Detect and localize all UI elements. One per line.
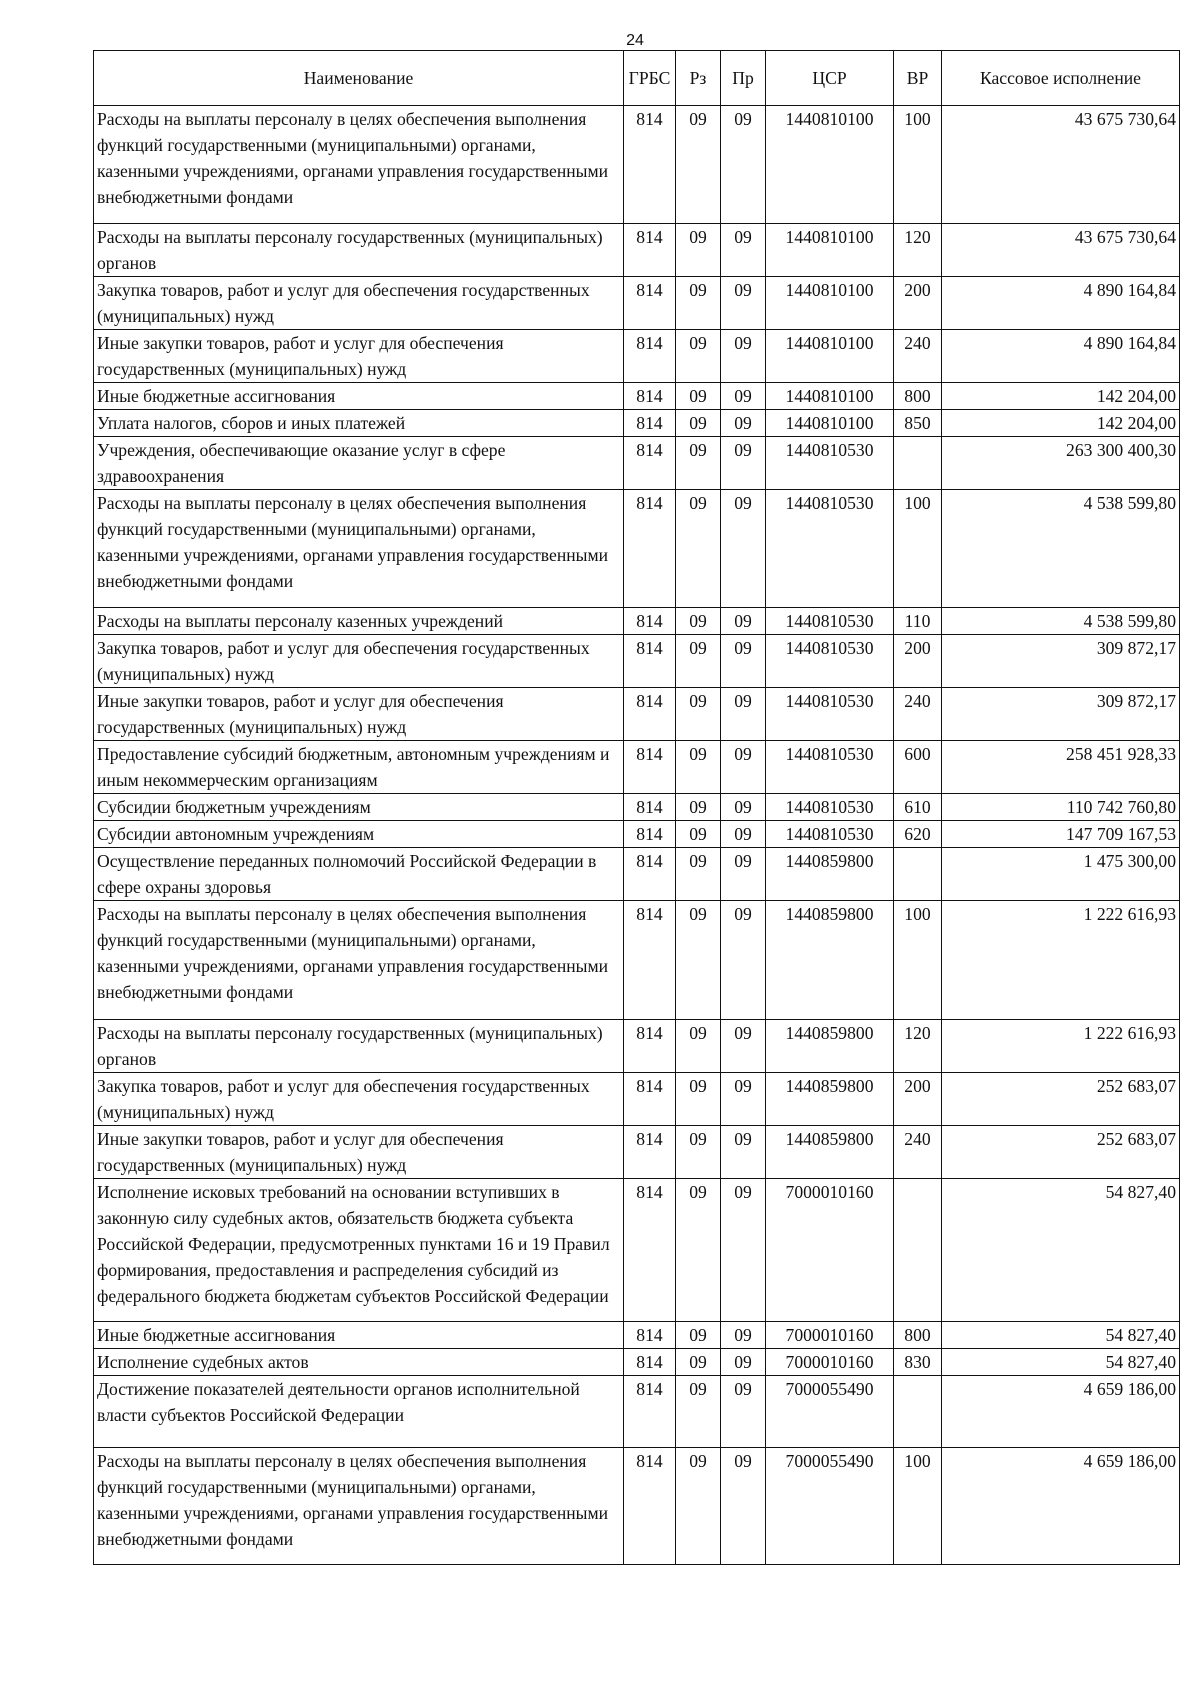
cell-name: Иные закупки товаров, работ и услуг для обеспечения государственных (муниципальных) нужд <box>94 330 624 383</box>
table-row <box>94 1126 1180 1179</box>
page-number: 24 <box>626 32 644 49</box>
cell-rz: 09 <box>676 437 721 490</box>
cell-pr: 09 <box>721 1073 766 1126</box>
cell-grbs: 814 <box>624 490 676 608</box>
cell-amount: 309 872,17 <box>942 688 1180 741</box>
cell-amount: 4 659 186,00 <box>942 1376 1180 1448</box>
cell-pr: 09 <box>721 1376 766 1448</box>
cell-amount: 142 204,00 <box>942 383 1180 410</box>
table-row <box>94 1073 1180 1126</box>
cell-amount: 4 538 599,80 <box>942 490 1180 608</box>
cell-vr <box>894 848 942 901</box>
cell-pr: 09 <box>721 848 766 901</box>
cell-pr: 09 <box>721 635 766 688</box>
cell-rz: 09 <box>676 608 721 635</box>
cell-vr: 100 <box>894 901 942 1020</box>
cell-rz: 09 <box>676 1073 721 1126</box>
cell-grbs: 814 <box>624 1349 676 1376</box>
cell-rz: 09 <box>676 794 721 821</box>
cell-name: Субсидии автономным учреждениям <box>94 821 624 848</box>
cell-amount: 54 827,40 <box>942 1179 1180 1322</box>
table-row <box>94 741 1180 794</box>
cell-csr: 7000010160 <box>766 1179 894 1322</box>
cell-grbs: 814 <box>624 224 676 277</box>
header-pr: Пр <box>721 51 766 106</box>
cell-name: Расходы на выплаты персоналу казенных учреждений <box>94 608 624 635</box>
cell-name: Иные бюджетные ассигнования <box>94 1322 624 1349</box>
cell-grbs: 814 <box>624 794 676 821</box>
table-row <box>94 383 1180 410</box>
cell-name: Субсидии бюджетным учреждениям <box>94 794 624 821</box>
cell-amount: 142 204,00 <box>942 410 1180 437</box>
cell-pr: 09 <box>721 1349 766 1376</box>
cell-grbs: 814 <box>624 1179 676 1322</box>
cell-csr: 1440810530 <box>766 608 894 635</box>
cell-amount: 252 683,07 <box>942 1073 1180 1126</box>
cell-vr: 830 <box>894 1349 942 1376</box>
cell-csr: 1440810530 <box>766 741 894 794</box>
cell-csr: 1440810100 <box>766 106 894 224</box>
cell-csr: 1440810530 <box>766 437 894 490</box>
cell-amount: 4 890 164,84 <box>942 277 1180 330</box>
cell-csr: 1440810100 <box>766 224 894 277</box>
cell-rz: 09 <box>676 1322 721 1349</box>
cell-pr: 09 <box>721 383 766 410</box>
cell-grbs: 814 <box>624 1322 676 1349</box>
cell-csr: 1440810530 <box>766 794 894 821</box>
cell-csr: 1440810100 <box>766 410 894 437</box>
cell-pr: 09 <box>721 821 766 848</box>
cell-name: Уплата налогов, сборов и иных платежей <box>94 410 624 437</box>
cell-vr: 240 <box>894 688 942 741</box>
cell-vr: 200 <box>894 277 942 330</box>
table-row <box>94 1349 1180 1376</box>
cell-rz: 09 <box>676 635 721 688</box>
cell-vr: 240 <box>894 330 942 383</box>
table-row <box>94 490 1180 608</box>
cell-csr: 7000010160 <box>766 1322 894 1349</box>
cell-name: Расходы на выплаты персоналу в целях обеспечения выполнения функций государственными (муниципальными) органами, казенными учреждениями, органами управления государственными внебюджетными фондами <box>94 901 624 1020</box>
cell-rz: 09 <box>676 1376 721 1448</box>
cell-pr: 09 <box>721 410 766 437</box>
cell-csr: 1440859800 <box>766 848 894 901</box>
cell-rz: 09 <box>676 410 721 437</box>
cell-vr: 850 <box>894 410 942 437</box>
cell-amount: 54 827,40 <box>942 1322 1180 1349</box>
table-row <box>94 330 1180 383</box>
cell-pr: 09 <box>721 741 766 794</box>
cell-pr: 09 <box>721 277 766 330</box>
table-row <box>94 1322 1180 1349</box>
cell-pr: 09 <box>721 794 766 821</box>
cell-name: Расходы на выплаты персоналу в целях обеспечения выполнения функций государственными (муниципальными) органами, казенными учреждениями, органами управления государственными внебюджетными фондами <box>94 1448 624 1565</box>
cell-amount: 1 222 616,93 <box>942 901 1180 1020</box>
table-row <box>94 224 1180 277</box>
cell-vr: 100 <box>894 490 942 608</box>
table-row <box>94 608 1180 635</box>
cell-name: Предоставление субсидий бюджетным, автономным учреждениям и иным некоммерческим организациям <box>94 741 624 794</box>
cell-amount: 1 475 300,00 <box>942 848 1180 901</box>
cell-pr: 09 <box>721 224 766 277</box>
cell-pr: 09 <box>721 1126 766 1179</box>
cell-vr: 200 <box>894 635 942 688</box>
cell-name: Достижение показателей деятельности органов исполнительной власти субъектов Российской Федерации <box>94 1376 624 1448</box>
cell-csr: 1440859800 <box>766 901 894 1020</box>
cell-rz: 09 <box>676 1349 721 1376</box>
cell-vr: 620 <box>894 821 942 848</box>
cell-amount: 258 451 928,33 <box>942 741 1180 794</box>
cell-grbs: 814 <box>624 1448 676 1565</box>
header-name: Наименование <box>94 51 624 106</box>
table-row <box>94 1448 1180 1565</box>
cell-name: Иные закупки товаров, работ и услуг для обеспечения государственных (муниципальных) нужд <box>94 688 624 741</box>
cell-rz: 09 <box>676 490 721 608</box>
cell-name: Иные бюджетные ассигнования <box>94 383 624 410</box>
table-row <box>94 1020 1180 1073</box>
cell-vr: 800 <box>894 1322 942 1349</box>
cell-grbs: 814 <box>624 1376 676 1448</box>
cell-grbs: 814 <box>624 901 676 1020</box>
cell-amount: 4 890 164,84 <box>942 330 1180 383</box>
cell-name: Осуществление переданных полномочий Российской Федерации в сфере охраны здоровья <box>94 848 624 901</box>
cell-grbs: 814 <box>624 608 676 635</box>
cell-rz: 09 <box>676 1020 721 1073</box>
cell-pr: 09 <box>721 608 766 635</box>
cell-vr: 200 <box>894 1073 942 1126</box>
cell-pr: 09 <box>721 106 766 224</box>
cell-vr: 800 <box>894 383 942 410</box>
cell-grbs: 814 <box>624 330 676 383</box>
cell-vr: 120 <box>894 1020 942 1073</box>
table-row <box>94 901 1180 1020</box>
cell-grbs: 814 <box>624 277 676 330</box>
cell-amount: 54 827,40 <box>942 1349 1180 1376</box>
cell-name: Закупка товаров, работ и услуг для обеспечения государственных (муниципальных) нужд <box>94 277 624 330</box>
table-row <box>94 437 1180 490</box>
cell-name: Закупка товаров, работ и услуг для обеспечения государственных (муниципальных) нужд <box>94 1073 624 1126</box>
cell-amount: 1 222 616,93 <box>942 1020 1180 1073</box>
cell-grbs: 814 <box>624 410 676 437</box>
table-row <box>94 635 1180 688</box>
cell-amount: 263 300 400,30 <box>942 437 1180 490</box>
cell-csr: 1440810530 <box>766 635 894 688</box>
cell-vr: 600 <box>894 741 942 794</box>
cell-pr: 09 <box>721 1322 766 1349</box>
cell-rz: 09 <box>676 848 721 901</box>
cell-csr: 7000055490 <box>766 1376 894 1448</box>
cell-csr: 1440810100 <box>766 383 894 410</box>
cell-grbs: 814 <box>624 635 676 688</box>
cell-name: Учреждения, обеспечивающие оказание услуг в сфере здравоохранения <box>94 437 624 490</box>
table-header-row <box>94 51 1180 106</box>
cell-rz: 09 <box>676 688 721 741</box>
cell-rz: 09 <box>676 330 721 383</box>
cell-amount: 43 675 730,64 <box>942 106 1180 224</box>
cell-csr: 1440810100 <box>766 277 894 330</box>
cell-vr: 100 <box>894 106 942 224</box>
cell-amount: 4 538 599,80 <box>942 608 1180 635</box>
cell-grbs: 814 <box>624 437 676 490</box>
cell-name: Закупка товаров, работ и услуг для обеспечения государственных (муниципальных) нужд <box>94 635 624 688</box>
cell-name: Исполнение исковых требований на основании вступивших в законную силу судебных актов, обязательств бюджета субъекта Российской Федерации, предусмотренных пунктами 16 и 19 Правил формирования, предоставления и распределения субсидий из федерального бюджета бюджетам субъектов Российской Федерации <box>94 1179 624 1322</box>
cell-rz: 09 <box>676 1179 721 1322</box>
header-amount: Кассовое исполнение <box>942 51 1180 106</box>
cell-grbs: 814 <box>624 106 676 224</box>
cell-name: Расходы на выплаты персоналу государственных (муниципальных) органов <box>94 224 624 277</box>
cell-csr: 1440859800 <box>766 1020 894 1073</box>
cell-grbs: 814 <box>624 383 676 410</box>
table-row <box>94 410 1180 437</box>
cell-rz: 09 <box>676 383 721 410</box>
cell-csr: 1440859800 <box>766 1073 894 1126</box>
cell-pr: 09 <box>721 901 766 1020</box>
cell-grbs: 814 <box>624 1073 676 1126</box>
cell-amount: 43 675 730,64 <box>942 224 1180 277</box>
cell-amount: 252 683,07 <box>942 1126 1180 1179</box>
cell-csr: 1440859800 <box>766 1126 894 1179</box>
cell-amount: 147 709 167,53 <box>942 821 1180 848</box>
cell-rz: 09 <box>676 277 721 330</box>
cell-name: Расходы на выплаты персоналу государственных (муниципальных) органов <box>94 1020 624 1073</box>
cell-csr: 1440810530 <box>766 490 894 608</box>
cell-grbs: 814 <box>624 821 676 848</box>
cell-rz: 09 <box>676 106 721 224</box>
table-row <box>94 1376 1180 1448</box>
cell-pr: 09 <box>721 1179 766 1322</box>
cell-pr: 09 <box>721 688 766 741</box>
table-row <box>94 821 1180 848</box>
cell-vr: 240 <box>894 1126 942 1179</box>
cell-amount: 309 872,17 <box>942 635 1180 688</box>
cell-rz: 09 <box>676 1448 721 1565</box>
cell-vr <box>894 1179 942 1322</box>
cell-amount: 110 742 760,80 <box>942 794 1180 821</box>
header-csr: ЦСР <box>766 51 894 106</box>
cell-vr: 120 <box>894 224 942 277</box>
cell-csr: 7000055490 <box>766 1448 894 1565</box>
cell-rz: 09 <box>676 224 721 277</box>
cell-grbs: 814 <box>624 1020 676 1073</box>
cell-pr: 09 <box>721 1448 766 1565</box>
cell-pr: 09 <box>721 490 766 608</box>
cell-vr: 610 <box>894 794 942 821</box>
table-row <box>94 794 1180 821</box>
cell-grbs: 814 <box>624 1126 676 1179</box>
cell-amount: 4 659 186,00 <box>942 1448 1180 1565</box>
table-row <box>94 277 1180 330</box>
cell-name: Исполнение судебных актов <box>94 1349 624 1376</box>
cell-csr: 7000010160 <box>766 1349 894 1376</box>
cell-csr: 1440810530 <box>766 688 894 741</box>
table-row <box>94 106 1180 224</box>
cell-pr: 09 <box>721 330 766 383</box>
cell-rz: 09 <box>676 741 721 794</box>
cell-name: Расходы на выплаты персоналу в целях обеспечения выполнения функций государственными (муниципальными) органами, казенными учреждениями, органами управления государственными внебюджетными фондами <box>94 490 624 608</box>
header-vr: ВР <box>894 51 942 106</box>
header-rz: Рз <box>676 51 721 106</box>
cell-vr: 100 <box>894 1448 942 1565</box>
cell-pr: 09 <box>721 1020 766 1073</box>
table-row <box>94 688 1180 741</box>
cell-name: Расходы на выплаты персоналу в целях обеспечения выполнения функций государственными (муниципальными) органами, казенными учреждениями, органами управления государственными внебюджетными фондами <box>94 106 624 224</box>
cell-vr <box>894 1376 942 1448</box>
cell-csr: 1440810100 <box>766 330 894 383</box>
cell-rz: 09 <box>676 1126 721 1179</box>
cell-name: Иные закупки товаров, работ и услуг для обеспечения государственных (муниципальных) нужд <box>94 1126 624 1179</box>
cell-grbs: 814 <box>624 848 676 901</box>
cell-pr: 09 <box>721 437 766 490</box>
cell-grbs: 814 <box>624 741 676 794</box>
cell-vr: 110 <box>894 608 942 635</box>
cell-csr: 1440810530 <box>766 821 894 848</box>
header-grbs: ГРБС <box>624 51 676 106</box>
table-row <box>94 1179 1180 1322</box>
cell-grbs: 814 <box>624 688 676 741</box>
cell-rz: 09 <box>676 901 721 1020</box>
cell-vr <box>894 437 942 490</box>
table-row <box>94 848 1180 901</box>
budget-execution-table <box>93 50 1180 1565</box>
cell-rz: 09 <box>676 821 721 848</box>
